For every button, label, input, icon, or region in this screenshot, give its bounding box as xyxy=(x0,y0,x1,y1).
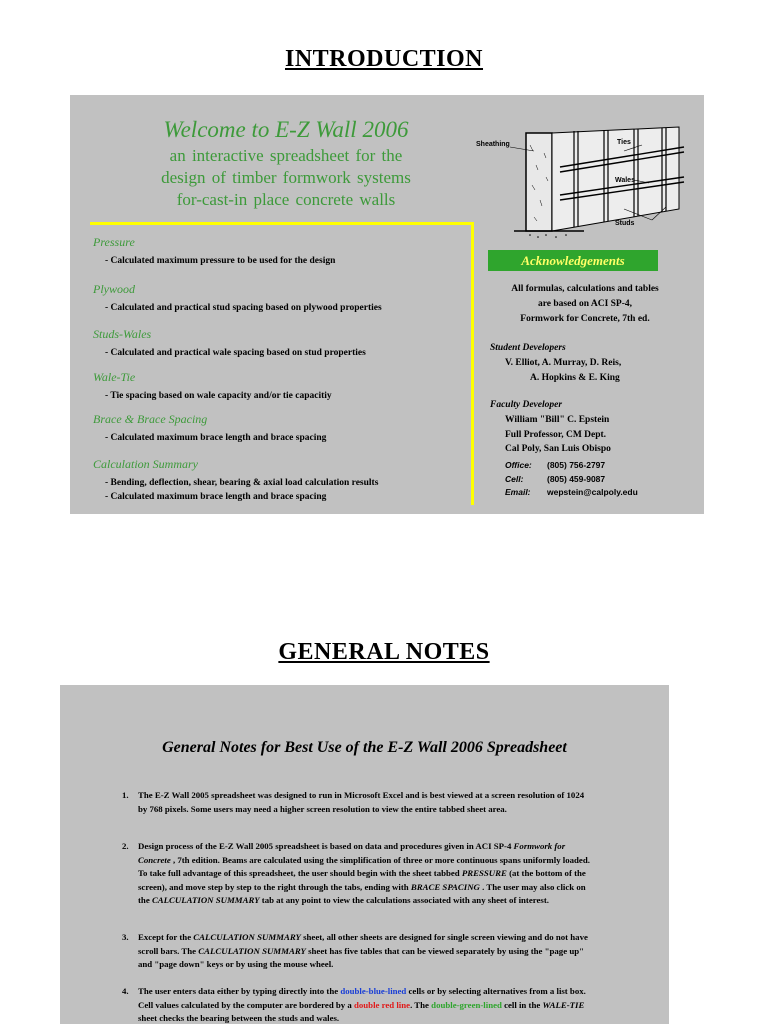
faculty-developer-heading: Faculty Developer xyxy=(490,400,563,410)
note-text-run: CALCULATION SUMMARY xyxy=(193,932,301,942)
contact-office xyxy=(505,459,638,473)
note-text-run: cell in the xyxy=(501,999,543,1010)
note-text-run: tab at any point to view the calculations associated with any sheet of interest. xyxy=(259,895,549,905)
section-item: - Calculated maximum brace length and brace spacing xyxy=(105,492,327,502)
section-wale-tie xyxy=(93,370,463,403)
note-text-run: WALE-TIE xyxy=(542,999,585,1010)
contact-label: Email: xyxy=(505,487,531,497)
note-text xyxy=(138,931,592,972)
note-text xyxy=(138,840,592,908)
subtitle-line: an interactive spreadsheet for the xyxy=(169,146,403,165)
note-text-run: PRESSURE xyxy=(461,868,507,878)
section-item: - Calculated maximum brace length and brace spacing xyxy=(105,433,327,443)
note-text xyxy=(138,985,592,1026)
introduction-heading: INTRODUCTION xyxy=(284,46,484,72)
diagram-label-wales: Wales xyxy=(615,177,635,184)
faculty-developer-info xyxy=(505,413,611,457)
contact-value[interactable]: wepstein@calpoly.edu xyxy=(547,487,638,497)
note-text-run: Design process of the E-Z Wall 2005 spreadsheet is based on data and procedures given in ACI SP-4 xyxy=(138,841,514,851)
ack-line: Formwork for Concrete, 7th ed. xyxy=(520,314,650,324)
yellow-divider-vertical xyxy=(471,222,474,505)
note-number: 2. xyxy=(122,841,129,851)
acknowledgements-badge: Acknowledgements xyxy=(488,250,658,271)
note-text-run: The user enters data either by typing directly into the xyxy=(138,986,341,996)
student-developers-line: A. Hopkins & E. King xyxy=(530,372,620,383)
contact-email xyxy=(505,486,638,500)
note-text xyxy=(138,789,592,816)
contact-label: Office: xyxy=(505,460,532,470)
note-item xyxy=(122,840,592,908)
note-text-run: . The xyxy=(410,999,432,1010)
student-developers-list xyxy=(505,356,621,385)
section-pressure xyxy=(93,235,463,268)
diagram-label-sheathing: Sheathing xyxy=(476,141,510,148)
yellow-divider-horizontal xyxy=(90,222,474,225)
welcome-title: Welcome to E-Z Wall 2006 xyxy=(163,117,409,142)
note-number: 4. xyxy=(122,986,129,996)
note-text-run: cells or by selecting alternatives from a list box. Cell values calculated by the computer are bordered by a xyxy=(138,986,586,1010)
section-calculation-summary xyxy=(93,457,463,504)
note-number: 3. xyxy=(122,932,129,942)
general-notes-heading: GENERAL NOTES xyxy=(278,639,490,665)
diagram-label-ties: Ties xyxy=(617,139,631,146)
note-text-run: BRACE SPACING xyxy=(410,881,480,892)
intro-panel xyxy=(70,95,704,514)
note-text-run: double red line xyxy=(354,999,411,1010)
section-title: Pressure xyxy=(93,235,135,249)
section-studs-wales xyxy=(93,327,463,360)
faculty-line: Cal Poly, San Luis Obispo xyxy=(505,444,611,454)
section-item: - Bending, deflection, shear, bearing & axial load calculation results xyxy=(105,478,379,488)
contact-label: Cell: xyxy=(505,473,524,484)
section-item: - Calculated maximum pressure to be used for the design xyxy=(105,256,336,266)
acknowledgements-text xyxy=(475,282,695,327)
note-item xyxy=(122,985,592,1026)
general-notes-panel xyxy=(60,685,669,1024)
general-notes-title: General Notes for Best Use of the E-Z Wall 2006 Spreadsheet xyxy=(162,739,567,756)
contact-value: (805) 459-9087 xyxy=(547,473,606,484)
contact-value: (805) 756-2797 xyxy=(547,460,606,470)
contact-cell xyxy=(505,473,638,487)
section-title: Plywood xyxy=(93,282,135,296)
subtitle-line: for-cast-in place concrete walls xyxy=(176,190,396,209)
faculty-contacts xyxy=(505,459,638,500)
section-item: - Tie spacing based on wale capacity and/or tie capacitiy xyxy=(105,391,332,401)
section-title: Wale-Tie xyxy=(93,370,136,384)
note-item xyxy=(122,789,592,816)
student-developers-heading: Student Developers xyxy=(490,343,566,353)
note-text-run: sheet has five tables that can be viewed separately by using the "page up" and "page down" keys or by using the mouse wheel. xyxy=(138,945,584,969)
section-item: - Calculated and practical stud spacing based on plywood properties xyxy=(105,303,382,313)
faculty-line: Full Professor, CM Dept. xyxy=(505,429,607,440)
note-text-run: Except for the xyxy=(138,932,194,942)
note-text-run: double-green-lined xyxy=(431,999,502,1010)
welcome-subtitle xyxy=(70,145,502,211)
section-brace-spacing xyxy=(93,412,463,445)
section-item: - Calculated and practical wale spacing based on stud properties xyxy=(105,348,366,358)
note-text-run: The E-Z Wall 2005 spreadsheet was designed to run in Microsoft Excel and is best viewed at a screen resolution of 1024 by 768 pixels. Some users may need a higher screen resolution to view the entire tabbed sheet area. xyxy=(138,790,585,814)
diagram-label-studs: Studs xyxy=(615,220,635,227)
note-item xyxy=(122,931,592,972)
subtitle-line: design of timber formwork systems xyxy=(161,168,411,187)
note-text-run: . The user may also click on the xyxy=(138,881,586,905)
ack-line: are based on ACI SP-4, xyxy=(537,299,633,309)
section-plywood xyxy=(93,282,463,315)
note-number: 1. xyxy=(122,790,129,800)
note-text-run: Formwork for Concrete xyxy=(138,841,566,865)
faculty-line: William "Bill" C. Epstein xyxy=(505,415,610,425)
note-text-run: sheet checks the bearing between the studs and wales. xyxy=(138,1013,340,1023)
note-text-run: , 7th edition. Beams are calculated using the simplification of three or more continuous spans uniformly loaded. To take full advantage of this spreadsheet, the user should begin with the sheet tabbed xyxy=(138,854,590,878)
ack-line: All formulas, calculations and tables xyxy=(511,284,659,294)
note-text-run: sheet, all other sheets are designed for single screen viewing and do not have scroll bars. The xyxy=(138,932,588,956)
section-title: Calculation Summary xyxy=(93,457,198,471)
note-text-run: CALCULATION SUMMARY xyxy=(198,945,306,956)
student-developers-line: V. Elliot, A. Murray, D. Reis, xyxy=(505,358,622,368)
section-title: Brace & Brace Spacing xyxy=(93,412,208,426)
note-text-run: CALCULATION SUMMARY xyxy=(151,895,260,905)
section-title: Studs-Wales xyxy=(93,327,152,341)
note-text-run: double-blue-lined xyxy=(340,986,407,996)
note-text-run: (at the bottom of the screen), and move step by step to the right through the tabs, ending with xyxy=(138,868,586,892)
